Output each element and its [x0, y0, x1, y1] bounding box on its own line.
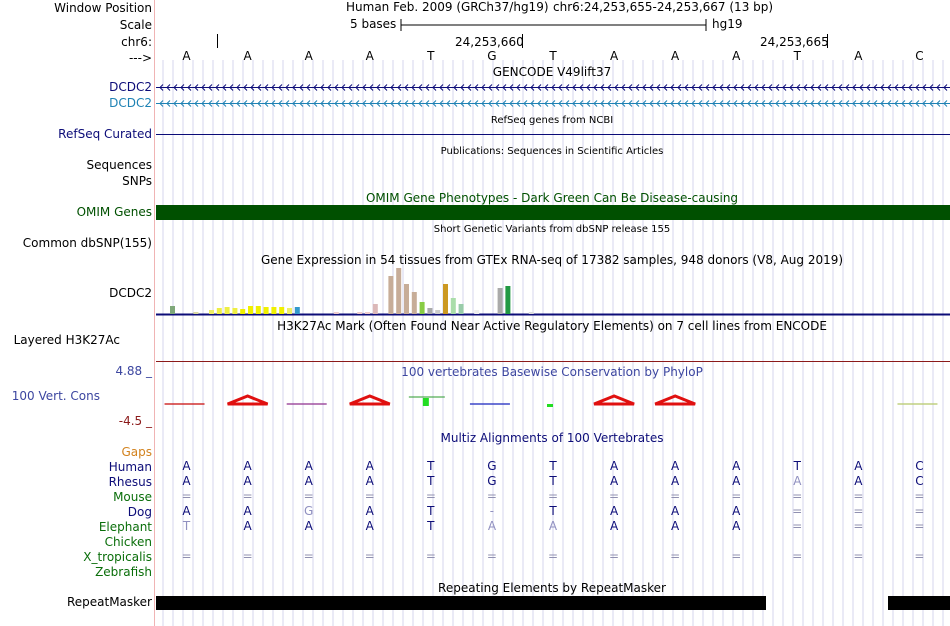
gtex-tissue-bar	[451, 298, 456, 314]
alignment-base: =	[853, 504, 864, 518]
alignment-base: A	[671, 504, 680, 518]
label-layered-h3k27ac[interactable]: Layered H3K27Ac	[13, 333, 120, 347]
alignment-base: T	[793, 459, 801, 473]
scale-bar-db: hg19	[712, 17, 743, 31]
alignment-base: A	[609, 474, 619, 488]
gtex-tissue-bar	[225, 307, 230, 314]
title-gencode: GENCODE V49lift37	[492, 65, 612, 79]
label-gaps[interactable]: Gaps	[121, 445, 152, 459]
alignment-base: A	[793, 474, 802, 488]
alignment-base: =	[609, 489, 620, 503]
gtex-tissue-bar	[505, 286, 510, 314]
alignment-base: A	[732, 459, 741, 473]
alignment-base: =	[914, 519, 925, 533]
alignment-base: A	[671, 519, 680, 533]
label-omim-genes[interactable]: OMIM Genes	[76, 205, 152, 219]
alignment-base: A	[365, 474, 374, 488]
base-letter: G	[487, 49, 497, 63]
base-letter: A	[243, 49, 252, 63]
gtex-tissue-bar	[373, 304, 378, 314]
alignment-base: A	[304, 474, 313, 488]
alignment-base: A	[732, 519, 741, 533]
base-letter: A	[609, 49, 619, 63]
alignment-base: A	[609, 459, 619, 473]
label-common-dbsnp[interactable]: Common dbSNP(155)	[22, 236, 152, 250]
gtex-tissue-bar	[264, 307, 269, 314]
ruler-coordinate-2: 24,253,665	[760, 35, 829, 49]
label-species-dog[interactable]: Dog	[127, 505, 152, 519]
alignment-base: A	[854, 459, 863, 473]
base-letter: C	[915, 49, 924, 63]
scale-bar-text: 5 bases	[350, 17, 397, 31]
label-species-chicken[interactable]: Chicken	[104, 535, 152, 549]
base-letter: T	[427, 49, 435, 63]
gtex-tissue-bar	[279, 307, 284, 314]
base-letter: A	[182, 49, 191, 63]
alignment-base: =	[792, 519, 803, 533]
alignment-base: =	[853, 489, 864, 503]
alignment-base: A	[854, 474, 863, 488]
title-multiz: Multiz Alignments of 100 Vertebrates	[440, 431, 664, 445]
label-scale: Scale	[119, 18, 152, 32]
alignment-base: -	[489, 504, 495, 518]
gtex-tissue-bar	[193, 312, 198, 314]
alignment-base: =	[181, 489, 192, 503]
alignment-base: =	[914, 504, 925, 518]
title-h3k27ac: H3K27Ac Mark (Often Found Near Active Regulatory Elements) on 7 cell lines from ENCODE	[277, 319, 827, 333]
phylop-peak	[228, 396, 268, 404]
title-gtex: Gene Expression in 54 tissues from GTEx RNA-seq of 17382 samples, 948 donors (V8, Aug 2019)	[260, 253, 844, 267]
label-cons-min: -4.5 _	[118, 414, 152, 428]
alignment-base: G	[304, 504, 314, 518]
gtex-tissue-bar	[287, 308, 292, 314]
gtex-tissue-bar	[435, 310, 440, 314]
phylop-peak	[655, 396, 695, 404]
alignment-base: A	[182, 474, 191, 488]
alignment-base: =	[364, 549, 375, 563]
gtex-tissue-bar	[295, 307, 300, 314]
label-strand: --->	[128, 51, 152, 65]
alignment-base: A	[732, 504, 741, 518]
alignment-base: A	[304, 459, 313, 473]
alignment-base: T	[182, 519, 191, 533]
alignment-base: =	[853, 549, 864, 563]
alignment-base: =	[425, 489, 436, 503]
phylop-small-bar	[547, 404, 553, 407]
gtex-tissue-bar	[248, 306, 253, 314]
alignment-base: =	[242, 549, 253, 563]
alignment-base: =	[181, 549, 192, 563]
alignment-base: =	[547, 489, 559, 503]
label-species-human[interactable]: Human	[108, 460, 152, 474]
omim-gene-bar[interactable]	[156, 204, 950, 220]
alignment-base: =	[547, 549, 559, 563]
base-letter: A	[854, 49, 863, 63]
alignment-base: A	[732, 474, 741, 488]
alignment-base: =	[914, 489, 925, 503]
gtex-tissue-bar	[357, 312, 362, 314]
alignment-base: G	[487, 459, 497, 473]
alignment-base: =	[670, 549, 681, 563]
base-letter: T	[793, 49, 801, 63]
label-chromosome: chr6:	[121, 35, 152, 49]
label-sequences[interactable]: Sequences	[86, 158, 152, 172]
gtex-tissue-bar	[209, 310, 214, 314]
label-species-zebrafish[interactable]: Zebrafish	[95, 565, 152, 579]
alignment-base: T	[427, 519, 435, 533]
alignment-base: A	[609, 519, 619, 533]
gencode-dcdc2-gene-track[interactable]	[156, 80, 950, 110]
alignment-base: =	[303, 489, 314, 503]
gtex-tissue-bar	[232, 308, 237, 314]
ruler-coordinate-1: 24,253,660	[455, 35, 524, 49]
phylop-positive-bar	[423, 398, 429, 406]
title-omim: OMIM Gene Phenotypes - Dark Green Can Be Disease-causing	[365, 191, 739, 205]
alignment-base: T	[427, 504, 435, 518]
alignment-base: A	[609, 504, 619, 518]
alignment-base: C	[915, 474, 924, 488]
alignment-base: T	[549, 459, 557, 473]
alignment-base: T	[427, 459, 435, 473]
base-letter: A	[365, 49, 374, 63]
gtex-tissue-bar	[420, 302, 425, 314]
label-cons-max: 4.88 _	[115, 364, 152, 378]
title-dbsnp: Short Genetic Variants from dbSNP release 155	[433, 224, 671, 235]
title-phylop: 100 vertebrates Basewise Conservation by PhyloP	[401, 365, 703, 379]
alignment-base: A	[182, 504, 191, 518]
alignment-base: A	[243, 519, 252, 533]
gtex-tissue-bar	[271, 307, 276, 314]
label-species-xtropicalis[interactable]: X_tropicalis	[83, 550, 152, 564]
alignment-base: =	[792, 549, 803, 563]
alignment-base: A	[365, 459, 374, 473]
alignment-base: =	[792, 489, 803, 503]
label-100-vert-cons[interactable]: 100 Vert. Cons	[11, 389, 100, 403]
alignment-base: A	[671, 459, 680, 473]
base-letter: A	[304, 49, 313, 63]
base-letter: T	[549, 49, 557, 63]
gtex-tissue-bar	[334, 312, 339, 314]
gtex-tissue-bar	[412, 292, 417, 314]
alignment-base: A	[365, 504, 374, 518]
gtex-tissue-bar	[474, 310, 479, 314]
base-letter: A	[671, 49, 680, 63]
alignment-base: A	[548, 519, 558, 533]
label-dcdc2-gencode-1[interactable]: DCDC2	[109, 80, 152, 94]
label-window-position: Window Position	[54, 1, 152, 15]
alignment-base: =	[914, 549, 925, 563]
alignment-base: G	[487, 474, 497, 488]
gtex-tissue-bar	[170, 306, 175, 314]
gtex-tissue-bar	[443, 284, 448, 314]
alignment-base: A	[182, 459, 191, 473]
alignment-base: =	[364, 489, 375, 503]
title-publications: Publications: Sequences in Scientific Articles	[440, 146, 664, 157]
alignment-base: A	[243, 504, 252, 518]
label-repeatmasker[interactable]: RepeatMasker	[66, 595, 152, 609]
assembly-name: Human Feb. 2009 (GRCh37/hg19)	[346, 0, 549, 14]
gtex-tissue-bar	[396, 268, 401, 314]
alignment-base: =	[486, 489, 497, 503]
repeatmasker-elements[interactable]	[156, 596, 950, 610]
label-snps[interactable]: SNPs	[122, 174, 152, 188]
alignment-base: =	[731, 549, 742, 563]
gtex-tissue-bar	[240, 309, 245, 314]
alignment-base: T	[427, 474, 435, 488]
gtex-tissue-bar	[217, 308, 222, 314]
alignment-base: =	[486, 549, 497, 563]
phylop-peak	[594, 396, 634, 404]
gtex-tissue-bar	[529, 312, 534, 314]
alignment-base: =	[731, 489, 742, 503]
alignment-base: A	[671, 474, 680, 488]
alignment-base: T	[549, 474, 557, 488]
alignment-base: =	[303, 549, 314, 563]
gtex-tissue-bar	[427, 308, 432, 314]
alignment-base: =	[242, 489, 253, 503]
phylop-peak	[350, 396, 390, 404]
title-refseq: RefSeq genes from NCBI	[490, 115, 614, 126]
alignment-base: A	[487, 519, 497, 533]
alignment-base: A	[304, 519, 313, 533]
alignment-base: A	[243, 474, 252, 488]
gtex-tissue-bar	[388, 276, 393, 314]
gtex-tissue-bar	[459, 304, 464, 314]
alignment-base: T	[549, 504, 557, 518]
gtex-tissue-bar	[404, 284, 409, 314]
label-species-mouse[interactable]: Mouse	[113, 490, 152, 504]
alignment-base: =	[853, 519, 864, 533]
base-letter: A	[732, 49, 741, 63]
gtex-tissue-bar	[498, 288, 503, 314]
alignment-base: A	[243, 459, 252, 473]
alignment-base: A	[365, 519, 374, 533]
alignment-base: =	[792, 504, 803, 518]
title-repeatmasker: Repeating Elements by RepeatMasker	[438, 581, 666, 595]
gtex-tissue-bar	[365, 312, 370, 314]
alignment-base: =	[425, 549, 436, 563]
label-species-elephant[interactable]: Elephant	[98, 520, 152, 534]
label-dcdc2-gencode-2[interactable]: DCDC2	[109, 96, 152, 110]
window-coordinates: chr6:24,253,655-24,253,667 (13 bp)	[553, 0, 774, 14]
alignment-base: =	[609, 549, 620, 563]
alignment-base: =	[670, 489, 681, 503]
alignment-base: C	[915, 459, 924, 473]
gtex-tissue-bar	[256, 306, 261, 314]
label-refseq-curated[interactable]: RefSeq Curated	[58, 127, 152, 141]
label-species-rhesus[interactable]: Rhesus	[108, 475, 152, 489]
label-dcdc2-gtex[interactable]: DCDC2	[109, 286, 152, 300]
